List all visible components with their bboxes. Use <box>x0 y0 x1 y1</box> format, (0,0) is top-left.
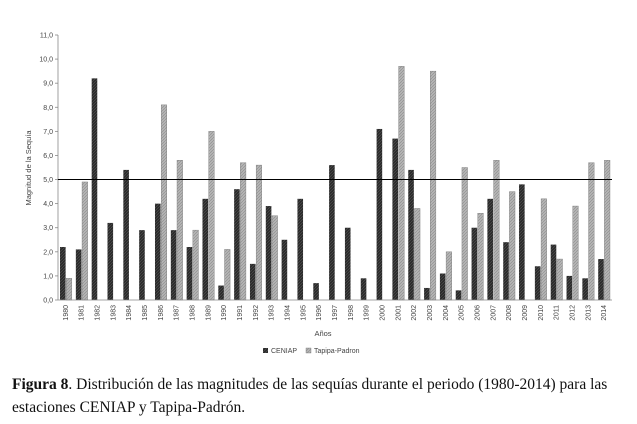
x-tick-label: 2000 <box>379 305 387 321</box>
caption-label: Figura 8 <box>12 376 69 393</box>
bar-tapipa-padron <box>240 163 246 300</box>
x-tick-label: 2001 <box>395 305 403 321</box>
bar-tapipa-padron <box>66 278 72 300</box>
x-tick-label: 1981 <box>78 305 86 321</box>
x-tick-label: 1982 <box>94 305 102 321</box>
bar-ceniap <box>108 223 114 300</box>
y-tick-label: 0,0 <box>43 297 53 305</box>
y-tick-label: 10,0 <box>39 56 53 64</box>
x-tick-label: 2009 <box>521 305 529 321</box>
y-tick-label: 3,0 <box>43 225 53 233</box>
x-tick-label: 1995 <box>300 305 308 321</box>
bar-ceniap <box>282 240 288 300</box>
bar-tapipa-padron <box>82 182 88 300</box>
bar-ceniap <box>551 245 557 300</box>
x-tick-label: 2005 <box>458 305 466 321</box>
bar-ceniap <box>60 247 66 300</box>
x-tick-label: 1988 <box>189 305 197 321</box>
bar-ceniap <box>202 199 208 300</box>
x-tick-label: 1996 <box>316 305 324 321</box>
bar-tapipa-padron <box>557 259 563 300</box>
bar-tapipa-padron <box>177 160 183 300</box>
legend-swatch-ceniap <box>263 348 268 353</box>
bar-tapipa-padron <box>414 208 420 300</box>
bar-ceniap <box>92 78 98 300</box>
bar-tapipa-padron <box>589 163 595 300</box>
x-tick-label: 1980 <box>62 305 70 321</box>
bar-ceniap <box>456 290 462 300</box>
bar-tapipa-padron <box>462 168 468 301</box>
x-tick-label: 1990 <box>221 305 229 321</box>
y-tick-label: 7,0 <box>43 128 53 136</box>
legend-swatch-tapipa-padron <box>306 348 311 353</box>
bar-ceniap <box>377 129 383 300</box>
x-tick-label: 2013 <box>585 305 593 321</box>
x-tick-label: 1986 <box>157 305 165 321</box>
bar-ceniap <box>123 170 129 300</box>
bar-tapipa-padron <box>272 216 278 300</box>
bar-tapipa-padron <box>399 66 405 300</box>
bar-ceniap <box>582 278 588 300</box>
bar-ceniap <box>187 247 193 300</box>
bar-ceniap <box>266 206 272 300</box>
y-tick-label: 8,0 <box>43 104 53 112</box>
bar-tapipa-padron <box>446 252 452 300</box>
x-tick-label: 1987 <box>173 305 181 321</box>
bar-tapipa-padron <box>193 230 199 300</box>
x-tick-label: 2008 <box>506 305 514 321</box>
bar-tapipa-padron <box>256 165 262 300</box>
bar-ceniap <box>598 259 604 300</box>
bar-ceniap <box>139 230 145 300</box>
x-tick-label: 1984 <box>126 305 134 321</box>
y-tick-label: 9,0 <box>43 80 53 88</box>
bar-ceniap <box>424 288 430 300</box>
bar-ceniap <box>361 278 367 300</box>
bar-ceniap <box>408 170 414 300</box>
x-tick-label: 1999 <box>363 305 371 321</box>
bar-tapipa-padron <box>604 160 610 300</box>
bar-tapipa-padron <box>209 131 215 300</box>
x-tick-label: 1998 <box>347 305 355 321</box>
figure-caption <box>12 373 627 419</box>
bar-ceniap <box>250 264 256 300</box>
x-tick-label: 1991 <box>237 305 245 321</box>
bar-ceniap <box>567 276 573 300</box>
bar-ceniap <box>313 283 319 300</box>
x-tick-label: 2011 <box>553 305 561 321</box>
y-tick-label: 2,0 <box>43 249 53 257</box>
y-tick-label: 6,0 <box>43 152 53 160</box>
bar-ceniap <box>487 199 493 300</box>
bar-ceniap <box>503 242 509 300</box>
bar-tapipa-padron <box>225 249 231 300</box>
x-tick-label: 1994 <box>284 305 292 321</box>
bar-ceniap <box>234 189 240 300</box>
bar-ceniap <box>76 249 82 300</box>
x-axis-title: Años <box>314 329 332 338</box>
x-tick-label: 1997 <box>332 305 339 321</box>
bar-ceniap <box>472 228 478 300</box>
bar-ceniap <box>329 165 335 300</box>
x-tick-label: 2010 <box>537 305 545 321</box>
x-tick-label: 2006 <box>474 305 482 321</box>
legend-label-tapipa-padron: Tapipa-Padron <box>314 348 360 355</box>
bar-ceniap <box>171 230 177 300</box>
bar-tapipa-padron <box>430 71 436 300</box>
x-tick-label: 2014 <box>601 305 609 321</box>
legend-label-ceniap: CENIAP <box>271 348 298 355</box>
x-tick-label: 1992 <box>252 305 260 321</box>
bar-ceniap <box>519 184 525 300</box>
caption-text: . Distribución de las magnitudes de las sequías durante el periodo (1980-2014) para las estaciones CENIAP y Tapipa-Padrón. <box>12 376 608 416</box>
x-tick-label: 2007 <box>490 305 498 321</box>
y-tick-label: 5,0 <box>43 177 53 185</box>
legend <box>263 348 360 355</box>
bar-ceniap <box>440 274 446 301</box>
x-tick-label: 2012 <box>569 305 577 321</box>
bar-ceniap <box>345 228 351 300</box>
x-tick-label: 1993 <box>268 305 276 321</box>
x-tick-label: 1989 <box>205 305 213 321</box>
bar-ceniap <box>535 266 541 300</box>
bar-tapipa-padron <box>494 160 500 300</box>
bar-ceniap <box>218 286 224 300</box>
x-tick-label: 1983 <box>110 305 118 321</box>
x-tick-label: 1985 <box>142 305 150 321</box>
bars <box>60 66 610 300</box>
bar-tapipa-padron <box>573 206 579 300</box>
bar-ceniap <box>392 139 398 300</box>
y-axis-title: Magnitud de la Sequía <box>24 130 33 206</box>
bar-tapipa-padron <box>509 192 515 300</box>
y-axis-ticks <box>39 33 58 305</box>
x-axis-ticks <box>63 305 608 321</box>
x-tick-label: 2002 <box>411 305 419 321</box>
y-tick-label: 1,0 <box>43 273 53 281</box>
y-tick-label: 4,0 <box>43 201 53 209</box>
y-tick-label: 11,0 <box>39 32 53 40</box>
x-tick-label: 2003 <box>426 305 434 321</box>
bar-ceniap <box>155 204 161 300</box>
bar-tapipa-padron <box>161 105 167 300</box>
bar-ceniap <box>297 199 303 300</box>
bar-tapipa-padron <box>541 199 547 300</box>
bar-tapipa-padron <box>478 213 484 300</box>
x-tick-label: 2004 <box>442 305 450 321</box>
